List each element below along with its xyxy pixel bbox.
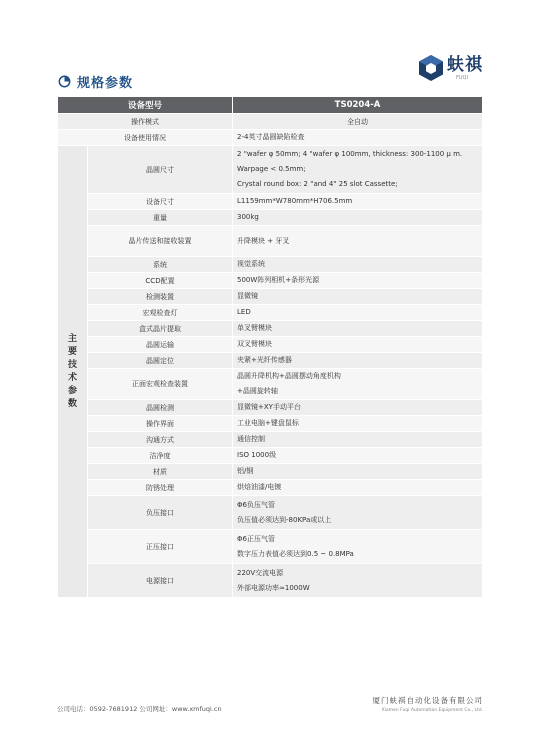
side-label-char: 主 bbox=[67, 333, 77, 344]
row-value-line: 外部电源功率≈1000W bbox=[237, 583, 310, 592]
row-value bbox=[233, 530, 483, 564]
table-row bbox=[58, 194, 483, 210]
table-row bbox=[58, 564, 483, 598]
row-value-line: +晶圆旋转轴 bbox=[237, 387, 278, 395]
logo-english: FUQI bbox=[456, 74, 468, 81]
section-title-text: 规格参数 bbox=[77, 75, 134, 91]
side-category-label bbox=[58, 146, 88, 598]
row-label: 晶圆尺寸 bbox=[88, 146, 233, 194]
pie-chart-icon bbox=[58, 75, 71, 88]
row-label: 正面宏观检查装置 bbox=[88, 369, 233, 400]
row-value-line: Φ6负压气管 bbox=[237, 500, 275, 509]
row-value: 300kg bbox=[233, 210, 483, 226]
row-value bbox=[233, 369, 483, 400]
table-row bbox=[58, 321, 483, 337]
table-row bbox=[58, 210, 483, 226]
row-value: 升降模块 + 牙叉 bbox=[233, 226, 483, 257]
row-label: 晶圆运输 bbox=[88, 337, 233, 353]
row-value: 显微镜 bbox=[233, 289, 483, 305]
row-label: 操作界面 bbox=[88, 416, 233, 432]
row-value: 通信控制 bbox=[233, 432, 483, 448]
row-value: ISO 1000级 bbox=[233, 448, 483, 464]
row-label: 操作模式 bbox=[58, 114, 233, 130]
row-label: 正压接口 bbox=[88, 530, 233, 564]
row-label: 设备使用情况 bbox=[58, 130, 233, 146]
table-header-row bbox=[58, 97, 483, 114]
row-label: 电源接口 bbox=[88, 564, 233, 598]
row-label: 负压接口 bbox=[88, 496, 233, 530]
table-row bbox=[58, 480, 483, 496]
table-row bbox=[58, 400, 483, 416]
table-row bbox=[58, 337, 483, 353]
row-value: 夹紧+光纤传感器 bbox=[233, 353, 483, 369]
table-row bbox=[58, 257, 483, 273]
side-label-char: 技 bbox=[67, 359, 77, 370]
row-value: 500W阵列相机+条形光源 bbox=[233, 273, 483, 289]
row-value-line: 数字压力表值必须达到0.5 ~ 0.8MPa bbox=[237, 549, 354, 558]
row-value-line: Crystal round box: 2 "and 4" 25 slot Cassette; bbox=[237, 180, 398, 188]
spec-table bbox=[57, 96, 483, 598]
row-value: 显微镜+XY手动平台 bbox=[233, 400, 483, 416]
section-title bbox=[58, 72, 133, 90]
row-label: 盒式晶片提取 bbox=[88, 321, 233, 337]
footer-contact: 公司电话：0592-7681912 公司网址：www.xmfuqi.cn bbox=[57, 705, 222, 713]
header-label: 设备型号 bbox=[58, 97, 233, 114]
row-value: 视觉系统 bbox=[233, 257, 483, 273]
row-value: 双叉臂模块 bbox=[233, 337, 483, 353]
header-model: TS0204-A bbox=[233, 97, 483, 114]
row-value: 全自动 bbox=[233, 114, 483, 130]
row-label: 防锈处理 bbox=[88, 480, 233, 496]
row-value-line: Φ6正压气管 bbox=[237, 534, 275, 543]
spec-table-body bbox=[58, 114, 483, 598]
footer-company bbox=[373, 695, 484, 713]
logo-cube-icon bbox=[418, 54, 444, 82]
row-value: 单叉臂模块 bbox=[233, 321, 483, 337]
row-label: 材质 bbox=[88, 464, 233, 480]
table-row bbox=[58, 530, 483, 564]
row-label: 重量 bbox=[88, 210, 233, 226]
row-label: 检测装置 bbox=[88, 289, 233, 305]
row-value: 铝/钢 bbox=[233, 464, 483, 480]
footer-company-en: Xiamen Fuqi Automation Equipment Co., Ltd. bbox=[381, 708, 483, 713]
footer-company-cn: 厦门蚨祺自动化设备有限公司 bbox=[372, 696, 483, 705]
side-label-char: 术 bbox=[67, 372, 77, 383]
logo-name: 蚨祺 bbox=[447, 54, 483, 75]
table-row bbox=[58, 273, 483, 289]
row-value bbox=[233, 146, 483, 194]
table-row bbox=[58, 496, 483, 530]
row-value bbox=[233, 564, 483, 598]
side-label-char: 参 bbox=[67, 385, 77, 396]
row-value: 烘焙油漆/电镀 bbox=[233, 480, 483, 496]
row-value: L1159mm*W780mm*H706.5mm bbox=[233, 194, 483, 210]
table-row bbox=[58, 146, 483, 194]
row-value: LED bbox=[233, 305, 483, 321]
table-row bbox=[58, 305, 483, 321]
row-label: CCD配置 bbox=[88, 273, 233, 289]
company-logo bbox=[418, 54, 483, 82]
table-row bbox=[58, 416, 483, 432]
row-label: 沟通方式 bbox=[88, 432, 233, 448]
table-row bbox=[58, 289, 483, 305]
table-row bbox=[58, 448, 483, 464]
side-label-char: 数 bbox=[67, 398, 77, 409]
table-row bbox=[58, 369, 483, 400]
row-label: 洁净度 bbox=[88, 448, 233, 464]
table-row bbox=[58, 464, 483, 480]
row-value bbox=[233, 496, 483, 530]
row-value-line: 2 "wafer φ 50mm; 4 "wafer φ 100mm, thickness: 300-1100 μ m. Warpage < 0.5mm; bbox=[237, 150, 463, 173]
table-row bbox=[58, 353, 483, 369]
row-label: 宏观检查灯 bbox=[88, 305, 233, 321]
row-label: 晶圆检测 bbox=[88, 400, 233, 416]
row-label: 晶片传送和接收装置 bbox=[88, 226, 233, 257]
table-row bbox=[58, 114, 483, 130]
row-value-line: 负压值必须达到-80KPa或以上 bbox=[237, 515, 332, 524]
table-row bbox=[58, 432, 483, 448]
row-value: 工业电脑+键盘鼠标 bbox=[233, 416, 483, 432]
row-label: 系统 bbox=[88, 257, 233, 273]
table-row bbox=[58, 130, 483, 146]
row-value-line: 晶圆升降机构+晶圆摆动角度机构 bbox=[237, 372, 341, 380]
table-row bbox=[58, 226, 483, 257]
row-value-line: 220V交流电源 bbox=[237, 568, 284, 577]
row-label: 设备尺寸 bbox=[88, 194, 233, 210]
row-label: 晶圆定位 bbox=[88, 353, 233, 369]
row-value: 2-4英寸晶圆缺陷检查 bbox=[233, 130, 483, 146]
side-label-char: 要 bbox=[67, 346, 77, 357]
